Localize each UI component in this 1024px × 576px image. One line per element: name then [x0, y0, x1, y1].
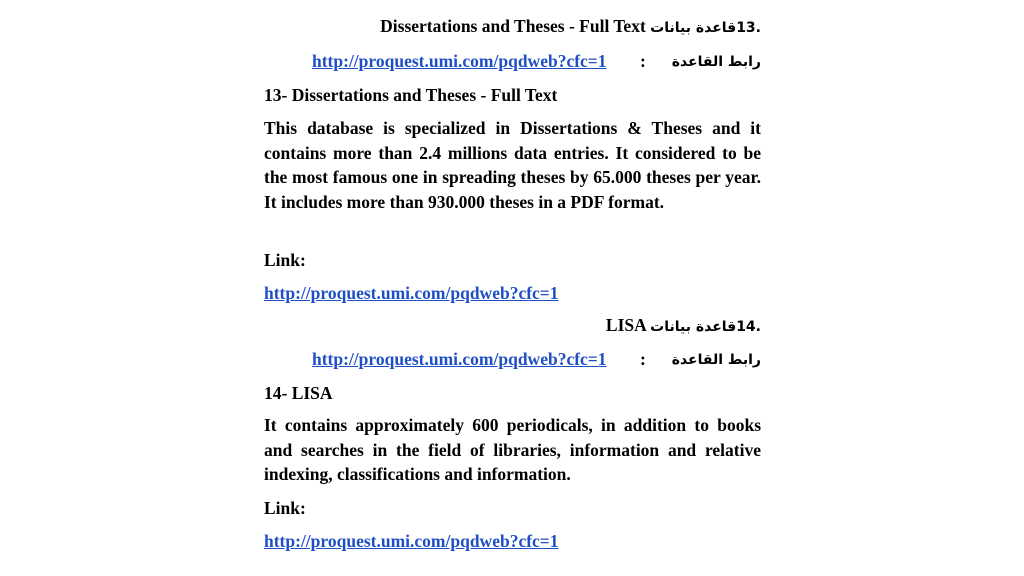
section-13-heading: 13- Dissertations and Theses - Full Text — [264, 85, 558, 105]
section-13-link-url[interactable]: http://proquest.umi.com/pqdweb?cfc=1 — [264, 283, 559, 303]
section-14-link-url[interactable]: http://proquest.umi.com/pqdweb?cfc=1 — [264, 531, 559, 551]
section-13-description: This database is specialized in Dissertations & Theses and it contains more than 2.4 millions data entries. It considered to be the most famous one in spreading theses by 65.000 theses per year. It includes more than 930.000 theses in a PDF format. — [264, 118, 761, 212]
section-14-title-ar: قاعدة بيانات — [650, 319, 737, 335]
section-13-link-label: Link: — [264, 250, 306, 270]
section-13-title-ar: قاعدة بيانات — [650, 20, 737, 36]
section-14-heading: 14- LISA — [264, 383, 333, 403]
section-14-url-link[interactable]: http://proquest.umi.com/pqdweb?cfc=1 — [312, 349, 607, 369]
section-13-link-label-ar: رابط القاعدة — [671, 54, 761, 70]
section-13-title-en: Dissertations and Theses - Full Text — [380, 16, 646, 36]
section-14-colon: : — [640, 349, 646, 369]
section-14-link-label: Link: — [264, 498, 306, 518]
section-14-number-ar: 14. — [736, 319, 761, 335]
section-13-number-ar: 13. — [736, 20, 761, 36]
section-14-title-en: LISA — [605, 315, 646, 335]
section-14-description: It contains approximately 600 periodicals, in addition to books and searches in the field of libraries, information and relative indexing, classifications and information. — [264, 415, 761, 485]
section-13-url-link[interactable]: http://proquest.umi.com/pqdweb?cfc=1 — [312, 51, 607, 71]
section-13-title — [380, 14, 761, 40]
section-13-colon: : — [640, 51, 646, 71]
section-14-title — [606, 313, 761, 339]
section-14-link-label-ar: رابط القاعدة — [671, 352, 761, 368]
